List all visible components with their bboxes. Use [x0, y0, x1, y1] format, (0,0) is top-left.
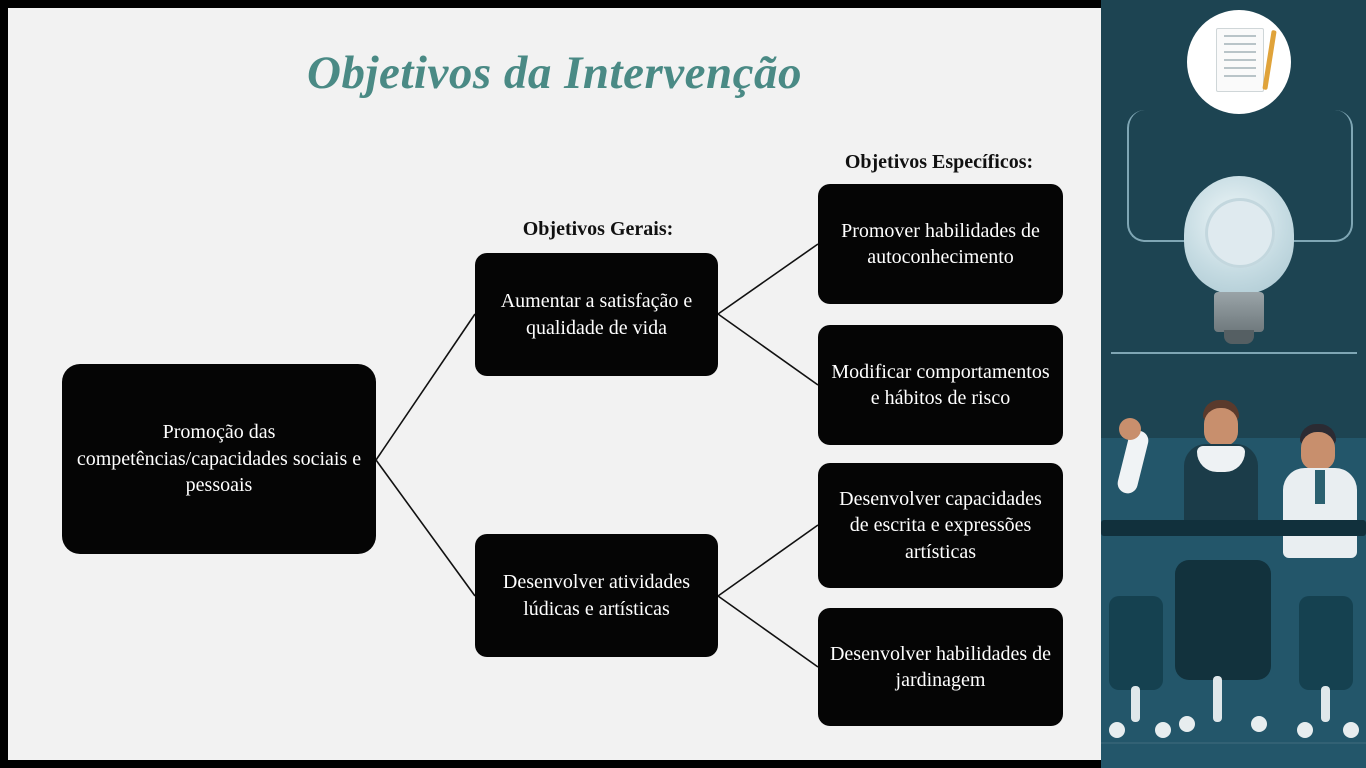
diagram-node-especifico-2[interactable]: [818, 325, 1063, 445]
chair-center-post: [1213, 676, 1222, 722]
chair-right: [1299, 596, 1353, 690]
chair-wheel: [1251, 716, 1267, 732]
diagram-node-geral-2-label: Desenvolver atividades lúdicas e artísticas: [502, 571, 691, 620]
caption-objetivos-especificos: Objetivos Específicos:: [844, 151, 1034, 173]
floor-line: [1101, 742, 1366, 744]
diagram-node-especifico-4-label: Desenvolver habilidades de jardinagem: [829, 642, 1052, 691]
meeting-table: [1101, 520, 1366, 536]
diagram-node-especifico-3-label: Desenvolver capacidades de escrita e expressões artísticas: [839, 487, 1042, 563]
diagram-node-especifico-2-label: Modificar comportamentos e hábitos de risco: [831, 360, 1050, 409]
chair-wheel: [1179, 716, 1195, 732]
person-left-hand: [1119, 418, 1141, 440]
brain-icon: [1205, 198, 1275, 268]
diagram-node-geral-1[interactable]: [475, 253, 718, 376]
person-right-head: [1301, 432, 1335, 470]
illustration-panel: [1101, 0, 1366, 768]
chair-wheel: [1109, 722, 1125, 738]
diagram-node-geral-1-label: Aumentar a satisfação e qualidade de vida: [500, 290, 693, 339]
chair-left-post: [1131, 686, 1140, 722]
person-center-head: [1204, 408, 1238, 446]
document-icon: [1216, 28, 1264, 92]
wire-horizontal-icon: [1111, 352, 1357, 354]
chair-wheel: [1155, 722, 1171, 738]
chair-wheel: [1297, 722, 1313, 738]
diagram-node-especifico-1-label: Promover habilidades de autoconhecimento: [841, 219, 1040, 268]
chair-wheel: [1343, 722, 1359, 738]
diagram-node-root-label: Promoção das competências/capacidades sociais e pessoais: [76, 421, 362, 497]
diagram-node-especifico-1[interactable]: [818, 184, 1063, 304]
diagram-node-root[interactable]: [62, 364, 376, 554]
slide-content-panel: [8, 8, 1101, 760]
chair-center: [1175, 560, 1271, 680]
chair-right-post: [1321, 686, 1330, 722]
lightbulb-tip-icon: [1224, 330, 1254, 344]
caption-objetivos-gerais: Objetivos Gerais:: [522, 218, 674, 240]
diagram-node-especifico-3[interactable]: [818, 463, 1063, 588]
diagram-node-especifico-4[interactable]: [818, 608, 1063, 726]
page-title: Objetivos da Intervenção: [307, 47, 802, 99]
diagram-node-geral-2[interactable]: [475, 534, 718, 657]
chair-left: [1109, 596, 1163, 690]
person-right-tie: [1315, 470, 1325, 504]
lightbulb-base-icon: [1214, 292, 1264, 332]
